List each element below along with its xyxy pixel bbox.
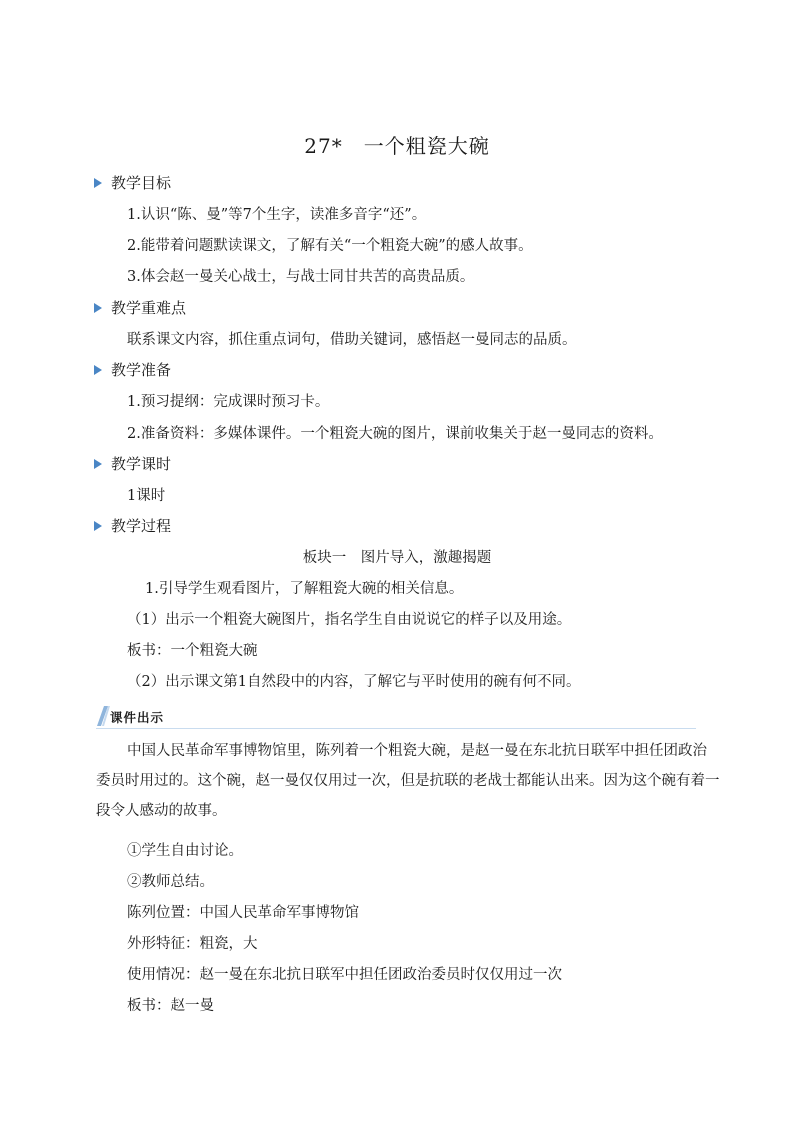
goal-item: 3.体会赵一曼关心战士，与战士同甘共苦的高贵品质。 (127, 269, 475, 285)
triangle-right-icon (94, 178, 102, 188)
page-title: 27* 一个粗瓷大碗 (304, 134, 490, 158)
section-heading-label: 教学准备 (111, 361, 172, 379)
diagonal-stripe-icon (96, 706, 110, 726)
section-heading-goals (94, 172, 171, 193)
triangle-right-icon (94, 521, 102, 531)
goal-item: 2.能带着问题默读课文，了解有关“一个粗瓷大碗”的感人故事。 (127, 238, 533, 254)
courseware-divider (96, 728, 696, 729)
section-heading-process (94, 515, 171, 536)
triangle-right-icon (94, 459, 102, 469)
courseware-paragraph: 中国人民革命军事博物馆里，陈列着一个粗瓷大碗，是赵一曼在东北抗日联军中担任团政治委员时用过的。这个碗，赵一曼仅仅用过一次，但是抗联的老战士都能认出来。因为这个碗有着一段令人感动的故事。 (96, 743, 720, 819)
process-line: （1）出示一个粗瓷大碗图片，指名学生自由说说它的样子以及用途。 (127, 612, 572, 628)
hours-text: 1课时 (127, 488, 166, 504)
section-heading-key-points (94, 297, 186, 318)
triangle-right-icon (94, 303, 102, 313)
process-line: （2）出示课文第1自然段中的内容，了解它与平时使用的碗有何不同。 (127, 674, 581, 690)
after-line: 使用情况：赵一曼在东北抗日联军中担任团政治委员时仅仅用过一次 (127, 967, 562, 983)
courseware-label: 课件出示 (110, 710, 165, 725)
after-line: 外形特征：粗瓷，大 (127, 936, 258, 952)
process-line: 1.引导学生观看图片，了解粗瓷大碗的相关信息。 (145, 581, 464, 597)
after-line: 陈列位置：中国人民革命军事博物馆 (127, 905, 359, 921)
after-line: ①学生自由讨论。 (127, 843, 243, 859)
block-title: 板块一 图片导入，激趣揭题 (302, 550, 492, 566)
after-line: ②教师总结。 (127, 874, 214, 890)
triangle-right-icon (94, 365, 102, 375)
key-points-text: 联系课文内容，抓住重点词句，借助关键词，感悟赵一曼同志的品质。 (127, 332, 577, 348)
section-heading-label: 教学过程 (111, 517, 172, 535)
section-heading-preparation (94, 359, 171, 380)
courseware-header (96, 706, 186, 726)
after-line: 板书：赵一曼 (127, 998, 214, 1014)
section-heading-label: 教学重难点 (111, 299, 187, 317)
preparation-item: 1.预习提纲：完成课时预习卡。 (127, 394, 330, 410)
section-heading-hours (94, 453, 171, 474)
section-heading-label: 教学目标 (111, 174, 172, 192)
courseware-text (96, 736, 720, 826)
preparation-item: 2.准备资料：多媒体课件。一个粗瓷大碗的图片，课前收集关于赵一曼同志的资料。 (127, 426, 663, 442)
process-line: 板书：一个粗瓷大碗 (127, 643, 258, 659)
goal-item: 1.认识“陈、曼”等7个生字，读准多音字“还”。 (127, 207, 427, 223)
section-heading-label: 教学课时 (111, 455, 172, 473)
